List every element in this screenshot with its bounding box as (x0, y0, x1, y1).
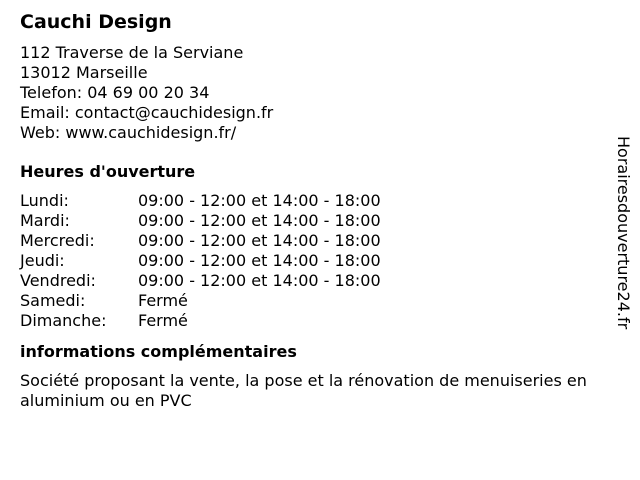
email-address: Email: contact@cauchidesign.fr (20, 103, 274, 122)
hours-row-mercredi (20, 231, 610, 251)
hours-time: 09:00 - 12:00 et 14:00 - 18:00 (138, 231, 381, 250)
hours-day: Dimanche: (20, 311, 107, 330)
business-name: Cauchi Design (20, 11, 172, 33)
hours-day: Jeudi: (20, 251, 65, 270)
opening-hours-table (20, 191, 610, 331)
hours-day: Lundi: (20, 191, 69, 210)
contact-block (20, 43, 610, 143)
hours-day: Mardi: (20, 211, 70, 230)
hours-row-dimanche (20, 311, 610, 331)
business-card (20, 10, 610, 411)
website-url: Web: www.cauchidesign.fr/ (20, 123, 237, 142)
site-watermark: Horairesdouverture24.fr (614, 136, 633, 330)
hours-time: 09:00 - 12:00 et 14:00 - 18:00 (138, 191, 381, 210)
hours-row-jeudi (20, 251, 610, 271)
hours-row-vendredi (20, 271, 610, 291)
hours-row-samedi (20, 291, 610, 311)
hours-time: Fermé (138, 291, 188, 310)
address-city: 13012 Marseille (20, 63, 148, 82)
hours-time: 09:00 - 12:00 et 14:00 - 18:00 (138, 251, 381, 270)
phone-number: Telefon: 04 69 00 20 34 (20, 83, 210, 102)
hours-time: 09:00 - 12:00 et 14:00 - 18:00 (138, 211, 381, 230)
opening-hours-heading: Heures d'ouverture (20, 162, 196, 181)
hours-day: Samedi: (20, 291, 86, 310)
hours-time: 09:00 - 12:00 et 14:00 - 18:00 (138, 271, 381, 290)
hours-row-lundi (20, 191, 610, 211)
business-description: Société proposant la vente, la pose et la rénovation de menuiseries en aluminium ou en PVC (20, 371, 587, 410)
address-street: 112 Traverse de la Serviane (20, 43, 244, 62)
hours-time: Fermé (138, 311, 188, 330)
hours-day: Vendredi: (20, 271, 96, 290)
additional-info-heading: informations complémentaires (20, 342, 297, 361)
hours-day: Mercredi: (20, 231, 95, 250)
hours-row-mardi (20, 211, 610, 231)
